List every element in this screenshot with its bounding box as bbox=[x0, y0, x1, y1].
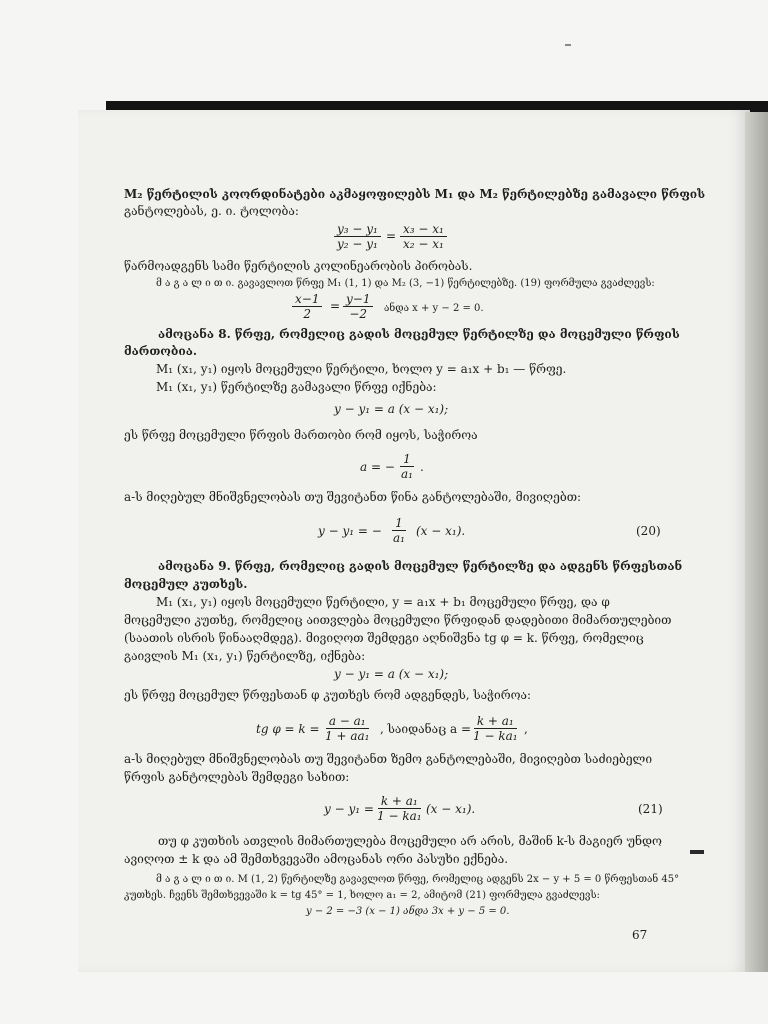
example2-line1: მ ა გ ა ლ ი თ ი. M (1, 2) წერტილზე გავავლოთ წრფე, რომელიც ადგენს 2x − y + 5 = 0 წრფესთან 45° bbox=[156, 874, 680, 885]
eq3: y − y₁ = a (x − x₁); bbox=[334, 402, 449, 416]
eq8-left: y − y₁ = bbox=[324, 802, 374, 816]
eq6: y − y₁ = a (x − x₁); bbox=[334, 667, 449, 681]
eq1-right-den: x₂ − x₁ bbox=[403, 237, 444, 251]
eq1-left-den: y₂ − y₁ bbox=[337, 237, 378, 251]
eq7-left: tg φ = k = bbox=[256, 722, 320, 736]
p9-line5: (საათის ისრის წინააღმდეგ). მივიღოთ შემდეგი აღნიშვნა tg φ = k. წრფე, რომელიც bbox=[124, 631, 644, 645]
eq4-den: a₁ bbox=[401, 467, 413, 481]
p9-line8: a-ს მიღებულ მნიშვნელობას თუ შევიტანთ ზემო განტოლებაში, მივიღებთ საძიებელი bbox=[124, 752, 653, 766]
eq5-den: a₁ bbox=[393, 531, 405, 545]
eq7-mid: , საიდანაც a = bbox=[380, 722, 472, 736]
p8-line6: a-ს მიღებულ მნიშვნელობას თუ შევიტანთ წინა განტოლებაში, მივიღებთ: bbox=[124, 490, 582, 504]
p8-line3: M₁ (x₁, y₁) იყოს მოცემული წერტილი, ხოლო y = a₁x + b₁ — წრფე. bbox=[156, 362, 567, 376]
eq1-left-fraction bbox=[334, 222, 381, 251]
p9-line11: ავიღოთ ± k და ამ შემთხვევაში ამოცანას ორი პასუხი ექნება. bbox=[124, 852, 509, 866]
eq2-equals: = bbox=[330, 299, 341, 313]
p8-line5: ეს წრფე მოცემული წრფის მართობი რომ იყოს, საჭიროა bbox=[124, 428, 478, 442]
eq9: y − 2 = −3 (x − 1) ანდა 3x + y − 5 = 0. bbox=[306, 906, 510, 917]
example2-line2: კუთხეს. ჩვენს შემთხვევაში k = tg 45° = 1, ხოლო a₁ = 2, ამიტომ (21) ფორმულა გვაძლევს: bbox=[124, 890, 600, 901]
eq7-den2: 1 − ka₁ bbox=[473, 729, 518, 743]
eq2-left-den: 2 bbox=[303, 307, 312, 321]
eq4-fraction bbox=[398, 452, 416, 481]
eq2-right-num: y−1 bbox=[343, 292, 373, 307]
eq8-den: 1 − ka₁ bbox=[377, 809, 422, 823]
eq2-right-den: −2 bbox=[349, 307, 368, 321]
eq4-tail: . bbox=[420, 460, 424, 474]
eq7-tail: , bbox=[524, 722, 528, 736]
eq5-left: y − y₁ = − bbox=[318, 524, 382, 538]
eq7-fraction2 bbox=[470, 714, 521, 743]
p8-line4: M₁ (x₁, y₁) წერტილზე გამავალი წრფე იქნება: bbox=[156, 380, 437, 394]
page-gutter-shadow bbox=[745, 112, 768, 972]
eq7-num2: k + a₁ bbox=[474, 714, 517, 729]
scan-speck bbox=[565, 44, 571, 46]
p9-line10: თუ φ კუთხის ათვლის მიმართულება მოცემული არ არის, მაშინ k-ს მაგიერ უნდო bbox=[158, 834, 662, 848]
para1-line1: M₂ წერტილის კოორდინატები აკმაყოფილებს M₁ და M₂ წერტილებზე გამავალი წრფის bbox=[124, 187, 706, 201]
eq1-left-num: y₃ − y₁ bbox=[334, 222, 381, 237]
eq8-num: k + a₁ bbox=[378, 794, 421, 809]
problem8-heading-line2: მართობია. bbox=[124, 344, 198, 358]
eq8-fraction bbox=[374, 794, 425, 823]
eq8-number: (21) bbox=[638, 802, 663, 816]
eq5-number: (20) bbox=[636, 524, 661, 538]
eq7-den1: 1 + aa₁ bbox=[325, 729, 370, 743]
problem8-heading-line1: ამოცანა 8. წრფე, რომელიც გადის მოცემულ წერტილზე და მოცემული წრფის bbox=[158, 327, 680, 341]
example1-line1: მ ა გ ა ლ ი თ ი. გავავლოთ წრფე M₁ (1, 1) და M₂ (3, −1) წერტილებზე. (19) ფორმულა გვაძლევს: bbox=[156, 278, 655, 289]
problem9-heading-line2: მოცემულ კუთხეს. bbox=[124, 577, 248, 591]
eq5-num: 1 bbox=[392, 516, 406, 531]
eq7-num1: a − a₁ bbox=[326, 714, 369, 729]
eq1-right-fraction bbox=[400, 222, 447, 251]
p9-line9: წრფის განტოლებას შემდეგი სახით: bbox=[124, 770, 350, 784]
eq1-right-num: x₃ − x₁ bbox=[400, 222, 447, 237]
eq2-left-num: x−1 bbox=[292, 292, 322, 307]
eq5-tail: (x − x₁). bbox=[416, 524, 466, 538]
problem9-heading-line1: ამოცანა 9. წრფე, რომელიც გადის მოცემულ წერტილზე და ადგენს წრფესთან bbox=[158, 559, 683, 573]
eq1-equals: = bbox=[386, 229, 397, 243]
p9-line6: გაივლის M₁ (x₁, y₁) წერტილზე, იქნება: bbox=[124, 649, 366, 663]
p9-line4: მოცემული კუთხე, რომელიც აითვლება მოცემული წრფიდან დადებითი მიმართულებით bbox=[124, 613, 672, 627]
para2-line1: წარმოადგენს სამი წერტილის კოლინეარობის პირობას. bbox=[124, 259, 473, 273]
eq2-right-fraction bbox=[343, 292, 373, 321]
p9-line3: M₁ (x₁, y₁) იყოს მოცემული წერტილი, y = a₁x + b₁ მოცემული წრფე, და φ bbox=[156, 595, 610, 609]
eq7-fraction1 bbox=[322, 714, 372, 743]
eq8-tail: (x − x₁). bbox=[426, 802, 476, 816]
eq2-left-fraction bbox=[292, 292, 322, 321]
eq4-num: 1 bbox=[400, 452, 414, 467]
eq5-fraction bbox=[390, 516, 408, 545]
eq2-tail: ანდა x + y − 2 = 0. bbox=[384, 303, 484, 314]
page-number: 67 bbox=[632, 928, 648, 942]
para1-line2: განტოლებას, ე. ი. ტოლობა: bbox=[124, 204, 299, 218]
scan-speck bbox=[690, 850, 704, 854]
p9-line7: ეს წრფე მოცემულ წრფესთან φ კუთხეს რომ ადგენდეს, საჭიროა: bbox=[124, 688, 532, 702]
eq4-left: a = − bbox=[360, 460, 395, 474]
